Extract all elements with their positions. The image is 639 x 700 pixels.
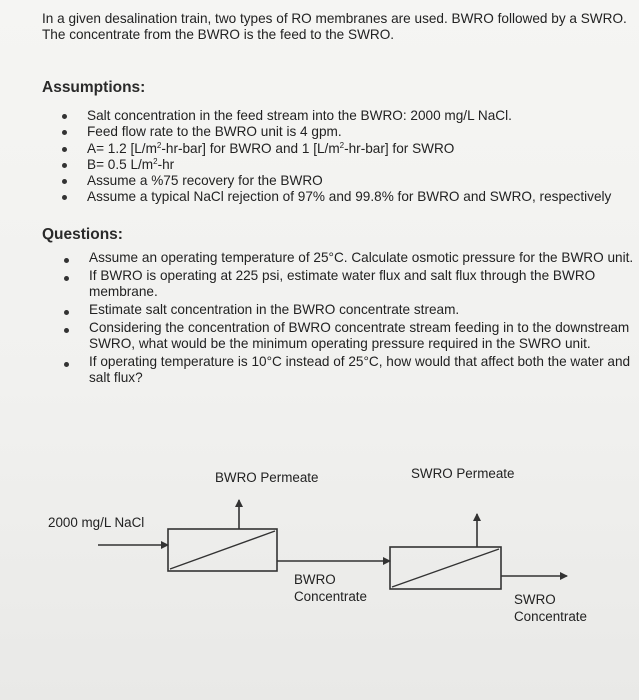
question-item: If BWRO is operating at 225 psi, estimate water flux and salt flux through the BWRO membrane. — [64, 268, 639, 300]
assumption-item: A= 1.2 $[L/m^2-hr-bar]$ for BWRO and 1 $[L/m^2-hr-bar]$ for SWRO — [62, 141, 639, 157]
questions-heading: Questions: — [42, 226, 123, 243]
feed-label: 2000 mg/L NaCl — [48, 515, 145, 530]
assumption-item: B= 0.5 $L/m^2-hr$ — [62, 157, 639, 173]
question-item: Considering the concentration of BWRO concentrate stream feeding in to the downstream SWRO, what would be the minimum operating pressure required in the SWRO unit. — [64, 320, 639, 352]
question-item: Assume an operating temperature of 25°C. Calculate osmotic pressure for the BWRO unit. — [64, 250, 639, 266]
assumption-item: Salt concentration in the feed stream into the BWRO: 2000 mg/L NaCl. — [62, 108, 639, 124]
problem-intro: In a given desalination train, two types of RO membranes are used. BWRO followed by a SWRO. The concentrate from the BWRO is the feed to the SWRO. — [42, 11, 627, 42]
swro-permeate-label: SWRO Permeate — [411, 466, 515, 481]
swro-membrane — [392, 549, 499, 587]
bwro-membrane — [170, 531, 275, 569]
question-item: If operating temperature is 10°C instead of 25°C, how would that affect both the water and salt flux? — [64, 354, 639, 386]
assumption-item: Feed flow rate to the BWRO unit is 4 gpm. — [62, 124, 639, 140]
assumption-item: Assume a %75 recovery for the BWRO — [62, 173, 639, 189]
bwro-permeate-label: BWRO Permeate — [215, 470, 319, 485]
swro-concentrate-label: SWRO Concentrate — [514, 592, 587, 624]
assumption-item: Assume a typical NaCl rejection of 97% and 99.8% for BWRO and SWRO, respectively — [62, 189, 639, 205]
bwro-concentrate-label: BWRO Concentrate — [294, 572, 367, 604]
assumptions-heading: Assumptions: — [42, 79, 146, 96]
question-item: Estimate salt concentration in the BWRO concentrate stream. — [64, 302, 639, 318]
